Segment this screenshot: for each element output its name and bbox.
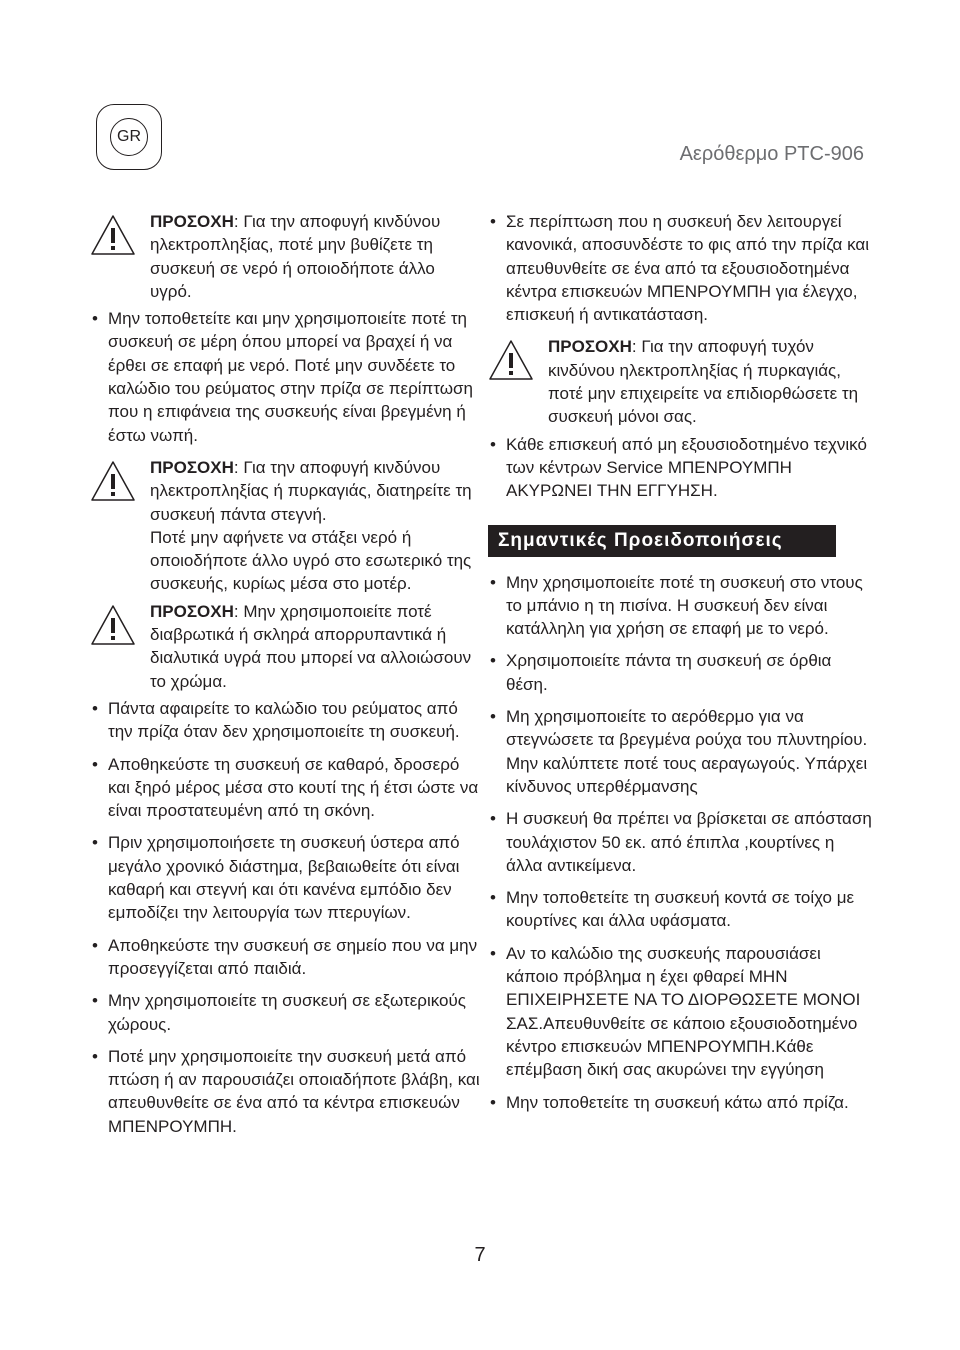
warning-label: ΠΡΟΣΟΧΗ bbox=[150, 601, 234, 621]
warning-text: : Για την αποφυγή κινδύνου ηλεκτροπληξίας ή πυρκαγιάς, διατηρείτε τη συσκευή πάντα στεγνή. bbox=[150, 457, 472, 524]
list-item: • Αποθηκεύστε την συσκευή σε σημείο που να μην προσεγγίζεται από παιδιά. bbox=[90, 934, 480, 981]
section-heading: Σημαντικές Προειδοποιήσεις bbox=[488, 525, 836, 557]
left-column bbox=[90, 210, 480, 1147]
list-item: • Η συσκευή θα πρέπει να βρίσκεται σε απόσταση τουλάχιστον 50 εκ. από έπιπλα ,κουρτίνες η άλλα αντικείμενα. bbox=[488, 807, 873, 877]
right-column bbox=[488, 210, 873, 1123]
warning-block bbox=[90, 456, 480, 596]
warning-label: ΠΡΟΣΟΧΗ bbox=[548, 337, 632, 357]
page-number: 7 bbox=[474, 1244, 486, 1266]
list-item: • Αν το καλώδιο της συσκευής παρουσιάσει κάποιο πρόβλημα η έχει φθαρεί ΜΗΝ ΕΠΙΧΕΙΡΗΣΕΤΕ ΝΑ ΤΟ ΔΙΟΡΘΩΣΕΤΕ ΜΟΝΟΙ ΣΑΣ.Απευθυνθείτε σε κάποιο εξουσιοδοτημένο κέντρο επισκευών ΜΠΕΝΡΟΥΜΠΗ.Κάθε επέμβαση δική σας ακυρώνει την εγγύηση bbox=[488, 942, 873, 1082]
warning-label: ΠΡΟΣΟΧΗ bbox=[150, 212, 234, 231]
list-item: • Μην τοποθετείτε και μην χρησιμοποιείτε ποτέ τη συσκευή σε μέρη όπου μπορεί να βραχεί ή να έρθει σε επαφή με νερό. Ποτέ μην συνδέετε το καλώδιο του ρεύματος στην πρίζα σε περίπτωση που η επιφάνεια της συσκευής είναι βρεγμένη ή έστω νωπή. bbox=[90, 307, 480, 447]
warning-text: : Μην χρησιμοποιείτε ποτέ διαβρωτικά ή σκληρά απορρυπαντικά ή διαλυτικά υγρά που μπορεί να αλλοιώσουν το χρώμα. bbox=[150, 601, 472, 691]
warning-text: : Για την αποφυγή κινδύνου ηλεκτροπληξίας, ποτέ μην βυθίζετε τη συσκευή σε νερό ή οποιοδήποτε άλλο υγρό. bbox=[150, 212, 441, 301]
warning-triangle-icon bbox=[90, 460, 136, 502]
list-item: • Μην τοποθετείτε τη συσκευή κάτω από πρίζα. bbox=[488, 1091, 873, 1114]
warning-text: : Για την αποφυγή τυχόν κινδύνου ηλεκτροπληξίας ή πυρκαγιάς, ποτέ μην επιχειρείτε να επιδιορθώσετε τη συσκευή μόνοι σας. bbox=[548, 337, 859, 427]
list-item: • Κάθε επισκευή από μη εξουσιοδοτημένο τεχνικό των κέντρων Service ΜΠΕΝΡΟΥΜΠΗ ΑΚΥΡΩΝΕΙ ΤΗΝ ΕΓΓΥΗΣΗ. bbox=[488, 433, 873, 503]
warning-block bbox=[488, 335, 873, 428]
document-title: Αερόθερμο PTC-906 bbox=[679, 143, 864, 165]
list-item: • Μη χρησιμοποιείτε το αερόθερμο για να στεγνώσετε τα βρεγμένα ρούχα του πλυντηρίου. Μην καλύπτετε ποτέ τους αεραγωγούς. Υπάρχει κίνδυνος υπερθέρμανσης bbox=[488, 705, 873, 798]
list-item: • Μην χρησιμοποιείτε ποτέ τη συσκευή στο ντους το μπάνιο η τη πισίνα. Η συσκευή δεν είναι κατάλληλη για χρήση σε επαφή με το νερό. bbox=[488, 571, 873, 641]
list-item: • Σε περίπτωση που η συσκευή δεν λειτουργεί κανονικά, αποσυνδέστε το φις από την πρίζα και απευθυνθείτε σε ένα από τα εξουσιοδοτημένα κέντρα επισκευών ΜΠΕΝΡΟΥΜΠΗ για έλεγχο, επισκευή ή αντικατάσταση. bbox=[488, 210, 873, 326]
list-item: • Πριν χρησιμοποιήσετε τη συσκευή ύστερα από μεγάλο χρονικό διάστημα, βεβαιωθείτε ότι είναι καθαρή και στεγνή και ότι κανένα εμπόδιο δεν εμποδίζει την λειτουργία των πτερυγίων. bbox=[90, 831, 480, 924]
language-badge bbox=[96, 104, 162, 170]
list-item: • Ποτέ μην χρησιμοποιείτε την συσκευή μετά από πτώση ή αν παρουσιάζει οποιαδήποτε βλάβη, και απευθυνθείτε σε ένα από τα κέντρα επισκευών ΜΠΕΝΡΟΥΜΠΗ. bbox=[90, 1045, 480, 1138]
list-item: • Μην χρησιμοποιείτε τη συσκευή σε εξωτερικούς χώρους. bbox=[90, 989, 480, 1036]
list-item: • Χρησιμοποιείτε πάντα τη συσκευή σε όρθια θέση. bbox=[488, 649, 873, 696]
warning-extra-text: Ποτέ μην αφήνετε να στάξει νερό ή οποιοδήποτε άλλο υγρό στο εσωτερικό της συσκευής, κυρίως μέσα στο μοτέρ. bbox=[150, 527, 472, 594]
warning-triangle-icon bbox=[90, 214, 136, 256]
language-badge-label: GR bbox=[110, 118, 148, 156]
warning-triangle-icon bbox=[90, 604, 136, 646]
list-item: • Αποθηκεύστε τη συσκευή σε καθαρό, δροσερό και ξηρό μέρος μέσα στο κουτί της ή έτσι ώστε να είναι προστατευμένη από τη σκόνη. bbox=[90, 753, 480, 823]
warning-block bbox=[90, 210, 480, 303]
list-item: • Μην τοποθετείτε τη συσκευή κοντά σε τοίχο με κουρτίνες και άλλα υφάσματα. bbox=[488, 886, 873, 933]
list-item: • Πάντα αφαιρείτε το καλώδιο του ρεύματος από την πρίζα όταν δεν χρησιμοποιείτε τη συσκευή. bbox=[90, 697, 480, 744]
warning-label: ΠΡΟΣΟΧΗ bbox=[150, 457, 234, 477]
warning-triangle-icon bbox=[488, 339, 534, 381]
warning-block bbox=[90, 600, 480, 693]
